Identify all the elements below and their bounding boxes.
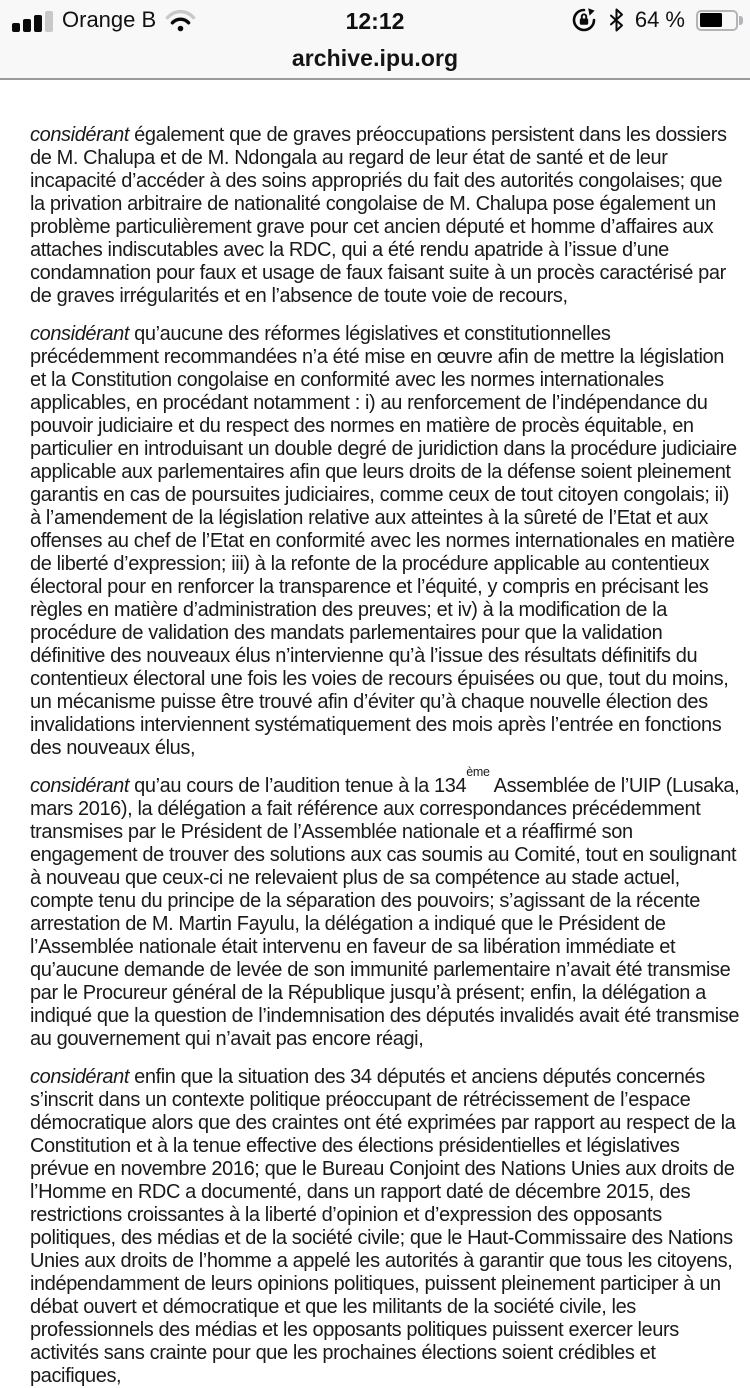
superscript-text: ème (466, 765, 490, 780)
battery-fill (700, 13, 722, 27)
bluetooth-icon (609, 8, 624, 32)
wifi-icon (165, 9, 196, 32)
status-time: 12:12 (345, 8, 405, 34)
paragraph-text: qu’au cours de l’audition tenue à la 134 (129, 775, 467, 797)
paragraph-text: qu’aucune des réformes législatives et constitutionnelles précédemment recommandées n’a été mise en œuvre afin de mettre la législation et la Constitution congolaise en conformité avec les normes internationales applicables, en procédant notamment : i) au renforcement de l’indépendance du pouvoir judiciaire et du respect des normes en matière de procès équitable, en particulier en introduisant un double degré de juridiction dans la procédure judiciaire applicable aux parlementaires afin que leurs droits de la défense soient pleinement garantis en cas de poursuites judiciaires, comme ceux de tout citoyen congolais; ii) à l’amendement de la législation relative aux atteintes à la sûreté de l’Etat et aux offenses au chef de l’Etat en conformité avec les normes internationales en matière de liberté d’expression; iii) à la refonte de la procédure applicable au contentieux électoral pour en renforcer la transparence et l’équité, y compris en précisant les règles en matière d’administration des preuves; et iv) à la modification de la procédure de validation des mandats parlementaires pour que la validation définitive des nouveaux élus n’intervienne qu’à l’issue des résultats définitifs du contentieux électoral une fois les voies de recours épuisées ou que, tout du moins, un mécanisme puisse être trouvé afin d’éviter qu’à chaque nouvelle élection des invalidations interviennent systématiquement des mois après l’entrée en fonctions des nouveaux élus, (30, 323, 737, 759)
document-paragraph (30, 124, 742, 308)
paragraph-lead-word: considérant (30, 1066, 129, 1088)
paragraph-lead-word: considérant (30, 775, 129, 797)
document-paragraph (30, 323, 742, 760)
browser-chrome (0, 0, 750, 80)
cellular-signal-icon (12, 8, 53, 32)
battery-percent-label: 64 % (634, 7, 685, 32)
battery-icon (696, 10, 738, 31)
battery-nub (739, 16, 743, 25)
document-paragraph (30, 765, 742, 1051)
url-text: archive.ipu.org (291, 45, 459, 71)
paragraph-text: Assemblée de l’UIP (Lusaka, mars 2016), la délégation a fait référence aux correspondances précédemment transmises par le Président de l’Assemblée nationale et a réaffirmé son engagement de trouver des solutions aux cas soumis au Comité, tout en soulignant à nouveau que ceux-ci ne relevaient plus de sa compétence au stade actuel, compte tenu du principe de la séparation des pouvoirs; s’agissant de la récente arrestation de M. Martin Fayulu, la délégation a indiqué que le Président de l’Assemblée nationale était intervenu en faveur de sa libération immédiate et qu’aucune demande de levée de son immunité parlementaire n’avait été transmise par le Procureur général de la République jusqu’à présent; enfin, la délégation a indiqué que la question de l’indemnisation des députés invalidés avait été transmise au gouvernement qui n’avait pas encore réagi, (30, 775, 740, 1050)
status-bar (0, 0, 750, 40)
status-left-cluster (12, 7, 196, 33)
status-right-cluster (570, 6, 738, 34)
url-bar[interactable] (0, 40, 750, 78)
rotation-lock-icon (570, 6, 598, 34)
paragraph-lead-word: considérant (30, 323, 129, 345)
paragraph-lead-word: considérant (30, 124, 129, 146)
document-paragraph (30, 1066, 742, 1388)
carrier-label: Orange B (62, 7, 157, 32)
paragraph-text: enfin que la situation des 34 députés et anciens députés concernés s’inscrit dans un contexte politique préoccupant de rétrécissement de l’espace démocratique alors que des craintes ont été exprimées par rapport au respect de la Constitution et à la tenue effective des élections présidentielles et législatives prévue en novembre 2016; que le Bureau Conjoint des Nations Unies aux droits de l’Homme en RDC a documenté, dans un rapport daté de décembre 2015, des restrictions croissantes à la liberté d’opinion et d’expression des opposants politiques, des médias et de la société civile; que le Haut-Commissaire des Nations Unies aux droits de l’homme a appelé les autorités à garantir que tous les citoyens, indépendamment de leurs opinions politiques, puissent pleinement participer à un débat ouvert et démocratique et que les militants de la société civile, les professionnels des médias et les opposants politiques puissent exercer leurs activités sans crainte pour que les prochaines élections soient crédibles et pacifiques, (30, 1066, 736, 1387)
paragraph-text: également que de graves préoccupations persistent dans les dossiers de M. Chalupa et de M. Ndongala au regard de leur état de santé et de leur incapacité d’accéder à des soins appropriés du fait des autorités congolaises; que la privation arbitraire de nationalité congolaise de M. Chalupa pose également un problème particulièrement grave pour cet ancien député et homme d’affaires aux attaches indiscutables avec la RDC, qui a été rendu apatride à l’issue d’une condamnation pour faux et usage de faux faisant suite à un procès caractérisé par de graves irrégularités et en l’absence de toute voie de recours, (30, 124, 727, 307)
document-body[interactable] (0, 80, 750, 1388)
